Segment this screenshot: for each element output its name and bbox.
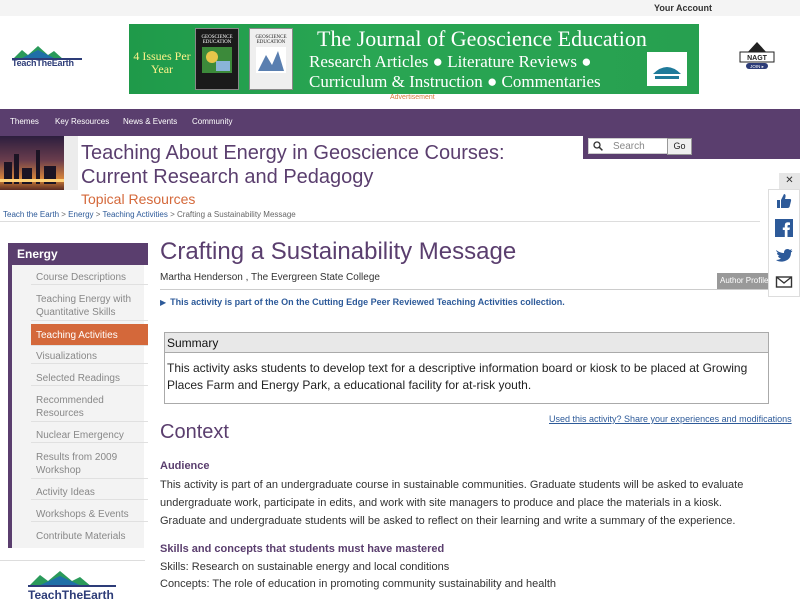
email-icon[interactable]	[775, 273, 793, 291]
search-icon	[593, 141, 603, 151]
sidebar-item-visualizations[interactable]	[31, 350, 148, 364]
sidebar-item-label: Course Descriptions	[36, 272, 127, 283]
top-bar	[0, 0, 800, 16]
sidebar-item-label: Selected Readings	[36, 373, 120, 384]
expand-triangle-icon: ▶	[160, 298, 167, 307]
nav-key-resources[interactable]: Key Resources	[55, 117, 110, 126]
nagt-logo-icon	[738, 40, 776, 70]
banner-title: The Journal of Geoscience Education	[317, 26, 647, 51]
summary-text: This activity asks students to develop text for a descriptive information board or kiosk to be placed at Growing Places Farm and Energy Park, a educational facility for at-risk youth.	[167, 361, 748, 392]
collection-link-text: This activity is part of the On the Cutting Edge Peer Reviewed Teaching Activities collection.	[170, 297, 565, 307]
hero-separator	[64, 136, 78, 190]
share-close-button[interactable]: ✕	[779, 173, 800, 189]
sidebar-footer-logo[interactable]	[0, 560, 145, 600]
banner-line-1: Research Articles ● Literature Reviews ●	[309, 52, 592, 71]
journal-emblem-icon	[647, 52, 687, 86]
energy-hero-image	[0, 136, 64, 190]
sidebar-item-label: Teaching Activities	[36, 330, 118, 341]
sidebar-item-label: Nuclear Emergency	[36, 430, 124, 441]
journal-banner-ad[interactable]	[129, 24, 699, 94]
summary-heading: Summary	[165, 333, 768, 353]
advertisement-label: Advertisement	[390, 94, 435, 101]
sidebar-item-nuclear-emergency[interactable]	[31, 429, 148, 443]
sidebar-item-label: Teaching Energy with Quantitative Skills	[36, 294, 132, 318]
sidebar-item-quantitative-skills[interactable]	[31, 293, 148, 321]
facebook-icon[interactable]	[775, 219, 793, 237]
sidebar-item-results-2009-workshop[interactable]	[31, 451, 148, 479]
topical-resources-subtitle: Topical Resources	[81, 191, 196, 207]
sidebar-item-recommended-resources[interactable]	[31, 394, 148, 422]
site-title-line-1: Teaching About Energy in Geoscience Courses:	[81, 142, 505, 164]
breadcrumb-separator: >	[59, 210, 69, 219]
banner-issues-text: 4 Issues Per Year	[133, 49, 191, 76]
author-divider	[160, 289, 770, 290]
breadcrumb-energy[interactable]: Energy	[68, 210, 94, 219]
breadcrumb-current: Crafting a Sustainability Message	[177, 210, 296, 219]
collection-link[interactable]	[160, 297, 565, 307]
breadcrumb-teach-the-earth[interactable]: Teach the Earth	[3, 210, 60, 219]
twitter-icon[interactable]	[775, 246, 793, 264]
author-profile-button[interactable]: Author Profile	[717, 273, 773, 289]
sidebar-heading[interactable]: Energy	[8, 243, 148, 265]
sidebar-item-label: Contribute Materials	[36, 531, 126, 542]
site-title[interactable]	[81, 141, 581, 189]
logo-mountains-icon	[0, 561, 145, 600]
nav-themes[interactable]: Themes	[10, 117, 39, 126]
search-input[interactable]	[588, 138, 668, 154]
sidebar-item-label: Activity Ideas	[36, 487, 95, 498]
sidebar-item-label: Workshops & Events	[36, 509, 129, 520]
cover-title: GEOSCIENCE EDUCATION	[201, 35, 233, 45]
activity-title: Crafting a Sustainability Message	[160, 238, 517, 265]
summary-box	[164, 332, 769, 404]
sidebar	[8, 243, 144, 548]
nav-community[interactable]: Community	[192, 117, 233, 126]
teach-the-earth-logo[interactable]	[12, 44, 82, 74]
audience-text: This activity is part of an undergraduate course in sustainable communities. Graduate students will be asked to evaluate undergraduate work, participate in edits, and work with site managers to produce and place the materials in a kiosk. Graduate and undergraduate students will be asked to reflect on their learning and write a summary of the experience.	[160, 479, 744, 527]
context-heading: Context	[160, 421, 229, 443]
sidebar-item-activity-ideas[interactable]	[31, 486, 148, 500]
cover-title: GEOSCIENCE EDUCATION	[255, 35, 287, 45]
sidebar-item-label: Results from 2009 Workshop	[36, 452, 118, 476]
logo-text: TeachTheEarth	[12, 58, 74, 68]
share-experiences-link[interactable]: Used this activity? Share your experiences and modifications	[549, 414, 792, 424]
sidebar-item-selected-readings[interactable]	[31, 372, 148, 386]
main-navbar	[0, 109, 800, 136]
cover-image-icon	[256, 47, 286, 73]
sidebar-item-workshops-events[interactable]	[31, 508, 148, 522]
sidebar-item-label: Visualizations	[36, 351, 97, 362]
sidebar-item-label: Recommended Resources	[36, 395, 104, 419]
nagt-join-badge[interactable]	[738, 40, 776, 70]
skills-heading: Skills and concepts that students must have mastered	[160, 543, 445, 555]
concepts-text: Concepts: The role of education in promoting community sustainability and health	[160, 578, 557, 590]
skills-text: Skills: Research on sustainable energy and local conditions	[160, 561, 450, 573]
activity-authors: Martha Henderson , The Evergreen State College	[160, 272, 380, 283]
breadcrumb-divider	[0, 221, 760, 222]
journal-cover-2	[249, 28, 293, 90]
footer-logo-text: TeachTheEarth	[28, 588, 114, 600]
sidebar-item-course-descriptions[interactable]	[31, 271, 148, 285]
breadcrumb-teaching-activities[interactable]: Teaching Activities	[102, 210, 168, 219]
nagt-join: JOIN ▸	[750, 64, 764, 69]
audience-heading: Audience	[160, 460, 210, 472]
breadcrumb-separator: >	[167, 210, 178, 219]
search-go-button[interactable]: Go	[667, 138, 692, 155]
thumbs-up-icon[interactable]	[775, 192, 793, 210]
breadcrumb	[3, 210, 296, 219]
site-title-line-2: Current Research and Pedagogy	[81, 166, 374, 188]
sidebar-item-contribute-materials[interactable]	[31, 530, 148, 543]
banner-line-2: Curriculum & Instruction ● Commentaries	[309, 72, 601, 91]
nagt-label: NAGT	[747, 55, 767, 62]
sidebar-item-teaching-activities[interactable]	[31, 324, 148, 346]
nav-news-events[interactable]: News & Events	[123, 117, 178, 126]
journal-cover-1	[195, 28, 239, 90]
cover-image-icon	[202, 47, 232, 73]
breadcrumb-separator: >	[93, 210, 103, 219]
search-placeholder: Search	[613, 141, 645, 152]
your-account-link[interactable]: Your Account	[654, 3, 712, 13]
